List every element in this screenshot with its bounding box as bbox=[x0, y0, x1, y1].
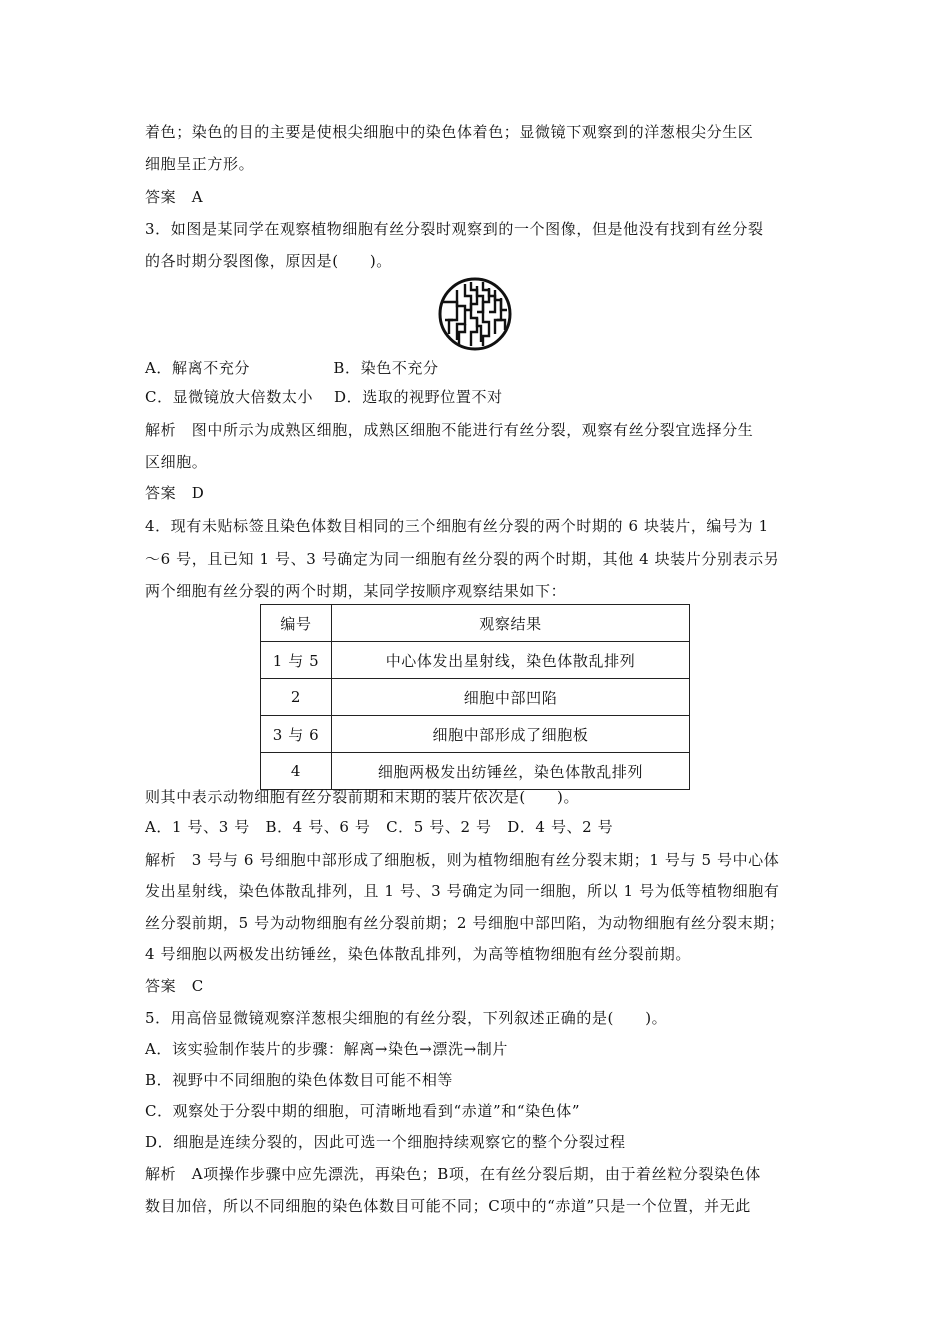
analysis-line: 解析 A项操作步骤中应先漂洗，再染色；B项，在有丝分裂后期，由于着丝粒分裂染色体 bbox=[145, 1165, 761, 1183]
question-4-stem: ～6 号，且已知 1 号、3 号确定为同一细胞有丝分裂的两个时期，其他 4 块装片分别表示另 bbox=[145, 550, 780, 568]
table-cell: 中心体发出星射线，染色体散乱排列 bbox=[332, 642, 690, 679]
question-5-stem: 5．用高倍显微镜观察洋葱根尖细胞的有丝分裂，下列叙述正确的是( )。 bbox=[145, 1009, 668, 1027]
analysis-line: 4 号细胞以两极发出纺锤丝，染色体散乱排列，为高等植物细胞有丝分裂前期。 bbox=[145, 945, 691, 963]
question-3-stem: 3．如图是某同学在观察植物细胞有丝分裂时观察到的一个图像，但是他没有找到有丝分裂 bbox=[145, 220, 764, 238]
analysis-line: 数目加倍，所以不同细胞的染色体数目可能不同；C项中的“赤道”只是一个位置，并无此 bbox=[145, 1197, 751, 1215]
question-4-stem: 4．现有未贴标签且染色体数目相同的三个细胞有丝分裂的两个时期的 6 块装片，编号为 1 bbox=[145, 517, 769, 535]
analysis-line: 解析 图中所示为成熟区细胞，成熟区细胞不能进行有丝分裂，观察有丝分裂宜选择分生 bbox=[145, 421, 754, 439]
analysis-line: 区细胞。 bbox=[145, 453, 208, 471]
question-4-stem: 两个细胞有丝分裂的两个时期，某同学按顺序观察结果如下： bbox=[145, 582, 567, 600]
question-4-prompt: 则其中表示动物细胞有丝分裂前期和末期的装片依次是( )。 bbox=[145, 788, 580, 806]
table-cell: 细胞中部凹陷 bbox=[332, 679, 690, 716]
microscope-field-cells-icon bbox=[437, 276, 513, 352]
analysis-line: 丝分裂前期，5 号为动物细胞有丝分裂前期；2 号细胞中部凹陷，为动物细胞有丝分裂末期； bbox=[145, 914, 785, 932]
table-cell: 2 bbox=[261, 679, 332, 716]
answer-line: 答案 A bbox=[145, 188, 204, 206]
table-cell: 细胞两极发出纺锤丝，染色体散乱排列 bbox=[332, 753, 690, 790]
table-row bbox=[261, 716, 690, 753]
table-header-cell: 编号 bbox=[261, 605, 332, 642]
question-5-option-c: C．观察处于分裂中期的细胞，可清晰地看到“赤道”和“染色体” bbox=[145, 1102, 581, 1120]
question-4-options: A．1 号、3 号 B．4 号、6 号 C．5 号、2 号 D．4 号、2 号 bbox=[145, 818, 614, 836]
answer-line: 答案 D bbox=[145, 484, 205, 502]
table-cell: 3 与 6 bbox=[261, 716, 332, 753]
text-line: 着色；染色的目的主要是使根尖细胞中的染色体着色；显微镜下观察到的洋葱根尖分生区 bbox=[145, 123, 754, 141]
question-3-options-ab: A．解离不充分 B．染色不充分 bbox=[145, 359, 439, 377]
table-cell: 4 bbox=[261, 753, 332, 790]
text-line: 细胞呈正方形。 bbox=[145, 155, 255, 173]
table-cell: 细胞中部形成了细胞板 bbox=[332, 716, 690, 753]
table-header-cell: 观察结果 bbox=[332, 605, 690, 642]
question-3-options-cd: C．显微镜放大倍数太小 D．选取的视野位置不对 bbox=[145, 388, 503, 406]
analysis-line: 解析 3 号与 6 号细胞中部形成了细胞板，则为植物细胞有丝分裂末期；1 号与 5 号中心体 bbox=[145, 851, 780, 869]
answer-line: 答案 C bbox=[145, 977, 204, 995]
observation-table bbox=[260, 604, 690, 790]
table-row bbox=[261, 679, 690, 716]
question-5-option-a: A．该实验制作装片的步骤：解离→染色→漂洗→制片 bbox=[145, 1040, 508, 1058]
table-row bbox=[261, 642, 690, 679]
question-5-option-d: D．细胞是连续分裂的，因此可选一个细胞持续观察它的整个分裂过程 bbox=[145, 1133, 626, 1151]
question-3-stem-cont: 的各时期分裂图像，原因是( )。 bbox=[145, 252, 392, 270]
question-5-option-b: B．视野中不同细胞的染色体数目可能不相等 bbox=[145, 1071, 454, 1089]
analysis-line: 发出星射线，染色体散乱排列，且 1 号、3 号确定为同一细胞，所以 1 号为低等植物细胞有 bbox=[145, 882, 780, 900]
table-header-row bbox=[261, 605, 690, 642]
table-cell: 1 与 5 bbox=[261, 642, 332, 679]
table-row bbox=[261, 753, 690, 790]
